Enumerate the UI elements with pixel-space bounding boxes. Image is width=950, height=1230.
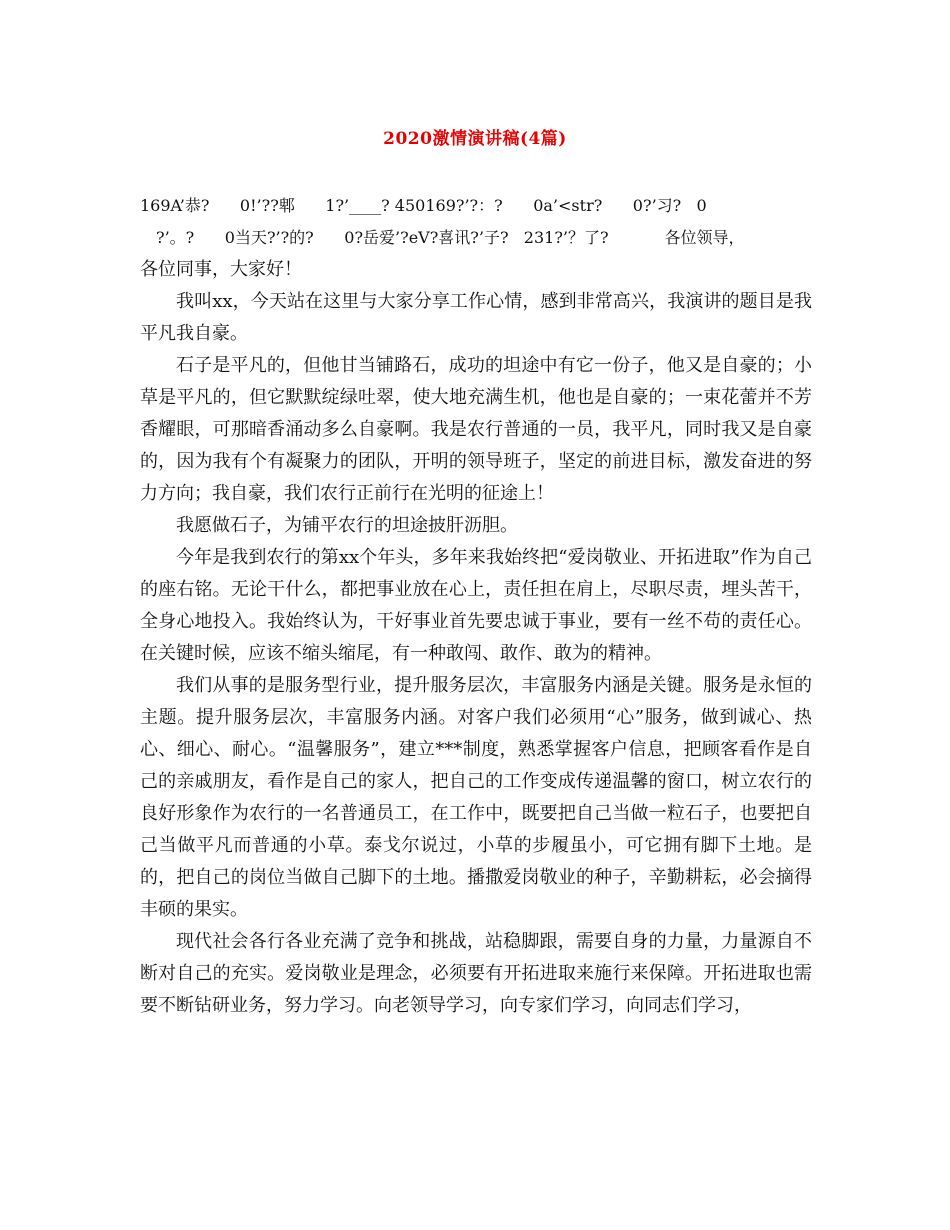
paragraph-motto: 今年是我到农行的第xx个年头，多年来我始终把“爱岗敬业、开拓进取”作为自己的座右铭。无论干什么，都把事业放在心上，责任担在肩上，尽职尽责，埋头苦干，全身心地投入。我始终认为，干好事业首先要忠诚于事业，要有一丝不苟的责任心。在关键时候，应该不缩头缩尾，有一种敢闯、敢作、敢为的精神。: [140, 547, 812, 664]
paragraph-stones-grass: 石子是平凡的，但他甘当铺路石，成功的坦途中有它一份子，他又是自豪的；小草是平凡的，但它默默绽绿吐翠，使大地充满生机，他也是自豪的；一束花蕾并不芳香耀眼，可那暗香涌动多么自豪啊。我是农行普通的一员，我平凡，同时我又是自豪的，因为我有个有凝聚力的团队，开明的领导班子，坚定的前进目标，激发奋进的努力方向；我自豪，我们农行正前行在光明的征途上！: [140, 355, 812, 504]
garbled-text-line-2: ?’。? 0当天?’?的? 0?岳爱’?eV?喜讯?’子? 231?’？了? 各位领导，: [156, 228, 745, 247]
paragraph-be-a-stone: 我愿做石子，为铺平农行的坦途披肝沥胆。: [176, 515, 518, 536]
document-title: 2020激情演讲稿(4篇): [383, 129, 567, 149]
garbled-text-line-1: 169A’恭? 0!’??郫 1?’____? 450169?’?：? 0a’<str? 0?’习? 0: [140, 196, 707, 215]
paragraph-competition: 现代社会各行各业充满了竞争和挑战，站稳脚跟，需要自身的力量，力量源自不断对自己的充实。爱岗敬业是理念，必须要有开拓进取来施行来保障。开拓进取也需要不断钻研业务，努力学习。向老领导学习，向专家们学习，向同志们学习，: [140, 931, 812, 1016]
document-body: [140, 190, 812, 1022]
paragraph-intro: 我叫xx，今天站在这里与大家分享工作心情，感到非常高兴，我演讲的题目是我平凡我自豪。: [140, 291, 812, 344]
paragraph-service: 我们从事的是服务型行业，提升服务层次，丰富服务内涵是关键。服务是永恒的主题。提升服务层次，丰富服务内涵。对客户我们必须用“心”服务，做到诚心、热心、细心、耐心。“温馨服务”，建立***制度，熟悉掌握客户信息，把顾客看作是自己的亲戚朋友，看作是自己的家人，把自己的工作变成传递温馨的窗口，树立农行的良好形象作为农行的一名普通员工，在工作中，既要把自己当做一粒石子，也要把自己当做平凡而普通的小草。泰戈尔说过，小草的步履虽小，可它拥有脚下土地。是的，把自己的岗位当做自己脚下的土地。播撒爱岗敬业的种子，辛勤耕耘，必会摘得丰硕的果实。: [140, 675, 812, 920]
greeting-paragraph: 各位同事，大家好！: [140, 259, 302, 280]
